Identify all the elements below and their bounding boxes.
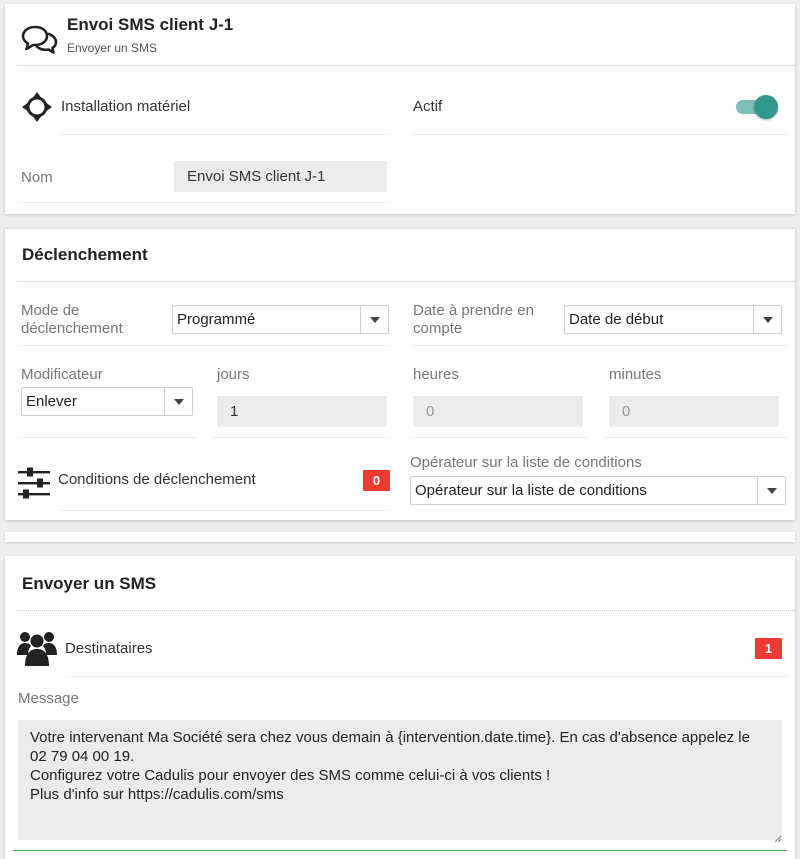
minutes-input[interactable]: 0 (609, 396, 779, 427)
days-input[interactable]: 1 (217, 396, 387, 427)
modifier-label: Modificateur (21, 366, 103, 383)
divider (17, 281, 795, 282)
chevron-down-icon (753, 306, 781, 333)
divider (17, 65, 795, 66)
minutes-label: minutes (609, 366, 662, 383)
hours-label: heures (413, 366, 459, 383)
modifier-value: Enlever (26, 393, 77, 410)
trigger-section-title: Déclenchement (22, 245, 148, 264)
trigger-mode-select[interactable] (172, 305, 389, 334)
divider (17, 610, 795, 611)
chevron-down-icon (164, 388, 192, 415)
page-title: Envoi SMS client J-1 (67, 15, 234, 34)
date-reference-label: Date à prendre en compte (413, 302, 534, 337)
message-label: Message (18, 690, 79, 707)
condition-operator-label: Opérateur sur la liste de conditions (410, 454, 642, 471)
trigger-conditions-label[interactable]: Conditions de déclenchement (58, 471, 256, 488)
chat-bubbles-icon (21, 24, 59, 59)
underline (17, 345, 391, 346)
crosshair-icon (21, 91, 53, 128)
condition-operator-value: Opérateur sur la liste de conditions (415, 482, 647, 499)
active-label: Actif (413, 98, 443, 115)
name-label: Nom (21, 169, 53, 186)
message-textarea[interactable]: Votre intervenant Ma Société sera chez vous demain à {intervention.date.time}. En cas d'absence appelez le 02 79 04 00 19. Configurez votre Cadulis pour envoyer des SMS comme celui-ci à vos clients ! Plus d'info sur https://cadulis.com/sms (18, 720, 782, 840)
conditions-count-badge: 0 (363, 470, 390, 491)
underline (605, 437, 787, 438)
recipients-count-badge: 1 (755, 638, 782, 659)
underline (17, 437, 197, 438)
sliders-icon (17, 467, 51, 504)
underline (409, 437, 587, 438)
underline (213, 437, 391, 438)
name-field[interactable]: Envoi SMS client J-1 (174, 161, 387, 192)
users-group-icon (17, 629, 57, 672)
underline (65, 676, 787, 677)
active-toggle[interactable] (736, 95, 778, 119)
equipment-installation-label[interactable]: Installation matériel (61, 98, 191, 115)
modifier-select[interactable] (21, 387, 193, 416)
chevron-down-icon (757, 477, 785, 504)
underline (17, 202, 391, 203)
recipients-label[interactable]: Destinataires (65, 640, 153, 657)
trigger-mode-label: Mode de déclenchement (21, 302, 123, 337)
underline (58, 510, 391, 511)
date-reference-value: Date de début (569, 311, 664, 328)
page-subtitle: Envoyer un SMS (67, 41, 158, 55)
chevron-down-icon (360, 306, 388, 333)
condition-operator-select[interactable] (410, 476, 786, 505)
underline (61, 134, 391, 135)
date-reference-select[interactable] (564, 305, 782, 334)
section-separator (5, 532, 795, 542)
trigger-card (5, 229, 795, 520)
underline (413, 134, 787, 135)
sms-section-title: Envoyer un SMS (22, 574, 157, 593)
underline (413, 345, 787, 346)
resize-handle-icon[interactable] (774, 830, 782, 838)
days-label: jours (217, 366, 250, 383)
focus-underline (13, 850, 787, 851)
automation-header-card (5, 4, 795, 214)
hours-input[interactable]: 0 (413, 396, 583, 427)
send-sms-card (5, 556, 795, 859)
trigger-mode-value: Programmé (177, 311, 256, 328)
